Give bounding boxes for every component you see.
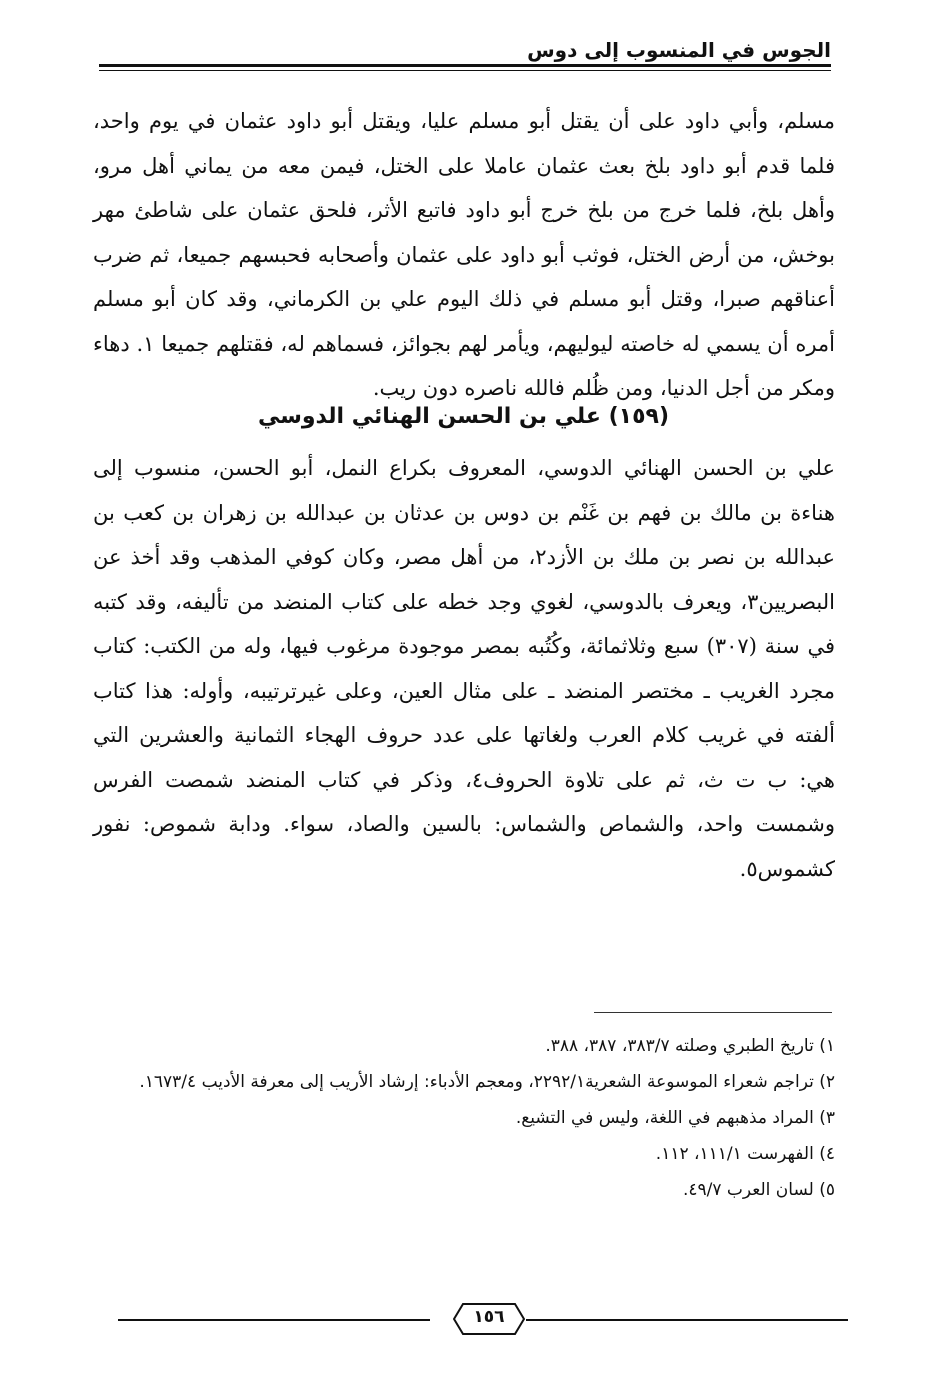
footer-rule-left — [118, 1319, 430, 1321]
footnote-1: ١) تاريخ الطبري وصلته ٣٨٣/٧، ٣٨٧، ٣٨٨. — [545, 1036, 835, 1056]
body-paragraph-2: علي بن الحسن الهنائي الدوسي، المعروف بكراع النمل، أبو الحسن، منسوب إلى هناءة بن مالك بن فهم بن غَنْم بن دوس بن عدثان بن عبدالله بن زهران بن كعب بن عبدالله بن نصر بن ملك بن الأزد٢، من أهل مصر، وكان كوفي المذهب وقد أخذ عن البصريين٣، ويعرف بالدوسي، لغوي وجد خطه على كتاب المنضد من تأليفه، وقد كتبه في سنة (٣٠٧) سبع وثلاثمائة، وكُتُبه بمصر موجودة مرغوب فيها، وله من الكتب: كتاب مجرد الغريب ـ مختصر المنضد ـ على مثال العين، وعلى غيرترتيبه، وأوله: هذا كتاب ألفته في غريب كلام العرب ولغاتها على عدد حروف الهجاء الثمانية والعشرين التي هي: ب ت ث، ثم على تلاوة الحروف٤، وذكر في كتاب المنضد شمصت الفرس وشمست واحد، والشماص والشماس: بالسين والصاد، سواء. ودابة شموص: نفور كشموس٥. — [93, 456, 836, 881]
footnote-5: ٥) لسان العرب ٤٩/٧. — [682, 1180, 835, 1200]
running-title: الجوس في المنسوب إلى دوس — [527, 38, 831, 62]
page-header — [99, 38, 831, 74]
footnote-2: ٢) تراجم شعراء الموسوعة الشعرية٢٢٩٢/١، ومعجم الأدباء: إرشاد الأريب إلى معرفة الأديب ١٦٧٣/٤. — [139, 1072, 835, 1092]
section-heading: (١٥٩) علي بن الحسن الهنائي الدوسي — [257, 404, 670, 429]
footer-rule-right — [526, 1319, 848, 1321]
page-number: ١٥٦ — [473, 1307, 505, 1327]
page-footer — [118, 1300, 848, 1340]
footnote-4: ٤) الفهرست ١١١/١، ١١٢. — [655, 1144, 835, 1164]
page-number-frame — [453, 1303, 525, 1335]
footnote-separator — [594, 1012, 832, 1013]
body-paragraph-1: مسلم، وأبي داود على أن يقتل أبو مسلم عليا، ويقتل أبو داود عثمان في يوم واحد، فلما قدم أبو داود بلخ بعث عثمان عاملا على الختل، فيمن معه من يماني أهل مرو، وأهل بلخ، فلما خرج من بلخ خرج أبو داود فاتبع الأثر، فلحق عثمان على شاطئ مهر بوخش، من أرض الختل، فوثب أبو داود على عثمان وأصحابه فحبسهم جميعا، ثم ضرب أعناقهم صبرا، وقتل أبو مسلم في ذلك اليوم علي بن الكرماني، وقد كان أبو مسلم أمره أن يسمي له خاصته ليوليهم، ويأمر لهم بجوائز، فسماهم له، فقتلهم جميعا ١. دهاء ومكر من أجل الدنيا، ومن ظُلم فالله ناصره دون ريب. — [93, 109, 835, 400]
header-rule-thick — [99, 64, 831, 67]
footnote-3: ٣) المراد مذهبهم في اللغة، وليس في التشيع. — [515, 1108, 835, 1128]
footnotes — [93, 1028, 835, 1208]
header-rule-thin — [99, 70, 831, 71]
